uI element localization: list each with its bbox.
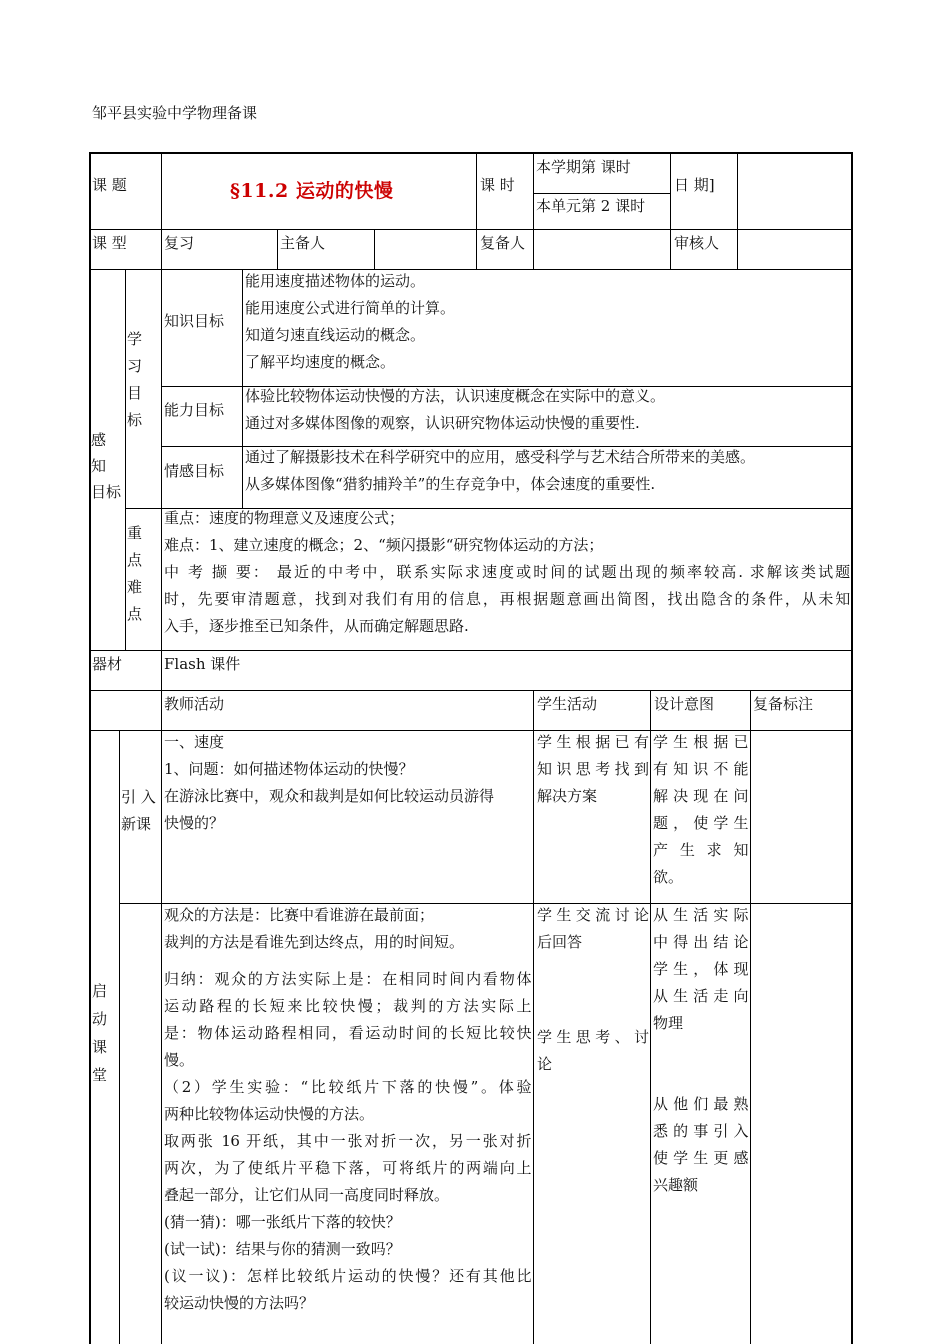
intro-label-line1: 引 入 xyxy=(121,788,156,806)
copreparer-label: 复备人 xyxy=(480,234,526,252)
emotion-goal-label: 情感目标 xyxy=(164,462,225,480)
review-note-header: 复备标注 xyxy=(753,695,814,713)
main-intent-text-2: 从他们最熟 悉的事引入 使学生更感 兴趣额 xyxy=(653,1095,748,1194)
knowledge-goal-text: 能用速度描述物体的运动。 能用速度公式进行简单的计算。 知道匀速直线运动的概念。 了解平均速度的概念。 xyxy=(245,272,456,371)
main-student-text-2: 学生思考、讨 论 xyxy=(537,1028,649,1073)
equipment-value: Flash 课件 xyxy=(164,655,241,673)
intro-teacher-text: 一、速度 1、问题：如何描述物体运动的快慢？ 在游泳比赛中，观众和裁判是如何比较运动员游得 快慢的？ xyxy=(164,733,495,832)
type-label: 课 型 xyxy=(92,234,127,252)
intro-student-text: 学生根据已有 知识思考找到 解决方案 xyxy=(537,733,649,805)
unit-period: 本单元第 2 课时 xyxy=(536,197,646,215)
perceive-goal-label: 感 知 目标 xyxy=(91,431,122,501)
ability-goal-text: 体验比较物体运动快慢的方法，认识速度概念在实际中的意义。 通过对多媒体图像的观察，认识研究物体运动快慢的重要性. xyxy=(245,387,666,432)
teacher-activity-header: 教师活动 xyxy=(164,695,225,713)
main-intent-text-1: 从生活实际 中得出结论 学生，体现 从生活走向 物理 xyxy=(653,906,748,1032)
lesson-title: §11.2 运动的快慢 xyxy=(230,180,394,202)
start-lesson-label: 启 动 课 堂 xyxy=(92,982,108,1084)
design-intent-header: 设计意图 xyxy=(654,695,715,713)
learning-goal-label: 学 习 目 标 xyxy=(127,330,143,429)
student-activity-header: 学生活动 xyxy=(537,695,598,713)
knowledge-goal-label: 知识目标 xyxy=(164,312,225,330)
equipment-label: 器材 xyxy=(92,655,123,673)
intro-label-line2: 新课 xyxy=(121,815,152,833)
key-difficult-text: 重点：速度的物理意义及速度公式； 难点：1、建立速度的概念；2、“频闪摄影“研究物体运动的方法； 中 考 撷 要： 最近的中考中，联系实际求速度或时间的试题出现的频率较高. 求解该类试题 时，先要审清题意，找到对我们有用的信息，再根据题意画出简图，找出隐含的条件，从未知 入手，逐步推至已知条件，从而确定解题思路. xyxy=(164,509,850,635)
period-label: 课 时 xyxy=(480,176,515,194)
school-header: 邹平县实验中学物理备课 xyxy=(92,104,258,122)
preparer-label: 主备人 xyxy=(280,234,326,252)
topic-label: 课 题 xyxy=(92,176,127,194)
main-teacher-text: 观众的方法是：比赛中看谁游在最前面； 裁判的方法是看谁先到达终点，用的时间短。 归纳：观众的方法实际上是：在相同时间内看物体 运动路程的长短来比较快慢；裁判的方法实际上 是：物体运动路程相同，看运动时间的长短比较快 慢。 （2）学生实验：“比较纸片下落的快慢”。体验 两种比较物体运动快慢的方法。 取两张 16 开纸，其中一张对折一次，另一张对折 两次，为了使纸片平稳下落，可将纸片的两端向上 叠起一部分，让它们从同一高度同时释放。 (猜一猜)：哪一张纸片下落的较快？ (试一试)：结果与你的猜测一致吗？ (议一议)：怎样比较纸片运动的快慢？还有其他比 较运动快慢的方法吗？ xyxy=(164,906,531,1312)
reviewer-label: 审核人 xyxy=(674,234,720,252)
main-student-text-1: 学生交流讨论 后回答 xyxy=(537,906,649,951)
intro-intent-text: 学生根据已 有知识不能 解决现在问 题，使学生 产 生 求 知 欲。 xyxy=(653,733,748,886)
type-value: 复习 xyxy=(164,234,195,252)
emotion-goal-text: 通过了解摄影技术在科学研究中的应用，感受科学与艺术结合所带来的美感。 从多媒体图像“猎豹捕羚羊”的生存竞争中，体会速度的重要性. xyxy=(245,448,756,493)
key-difficult-label: 重 点 难 点 xyxy=(127,524,143,623)
semester-period: 本学期第 课时 xyxy=(536,158,631,176)
ability-goal-label: 能力目标 xyxy=(164,401,225,419)
date-label: 日 期] xyxy=(674,176,715,194)
